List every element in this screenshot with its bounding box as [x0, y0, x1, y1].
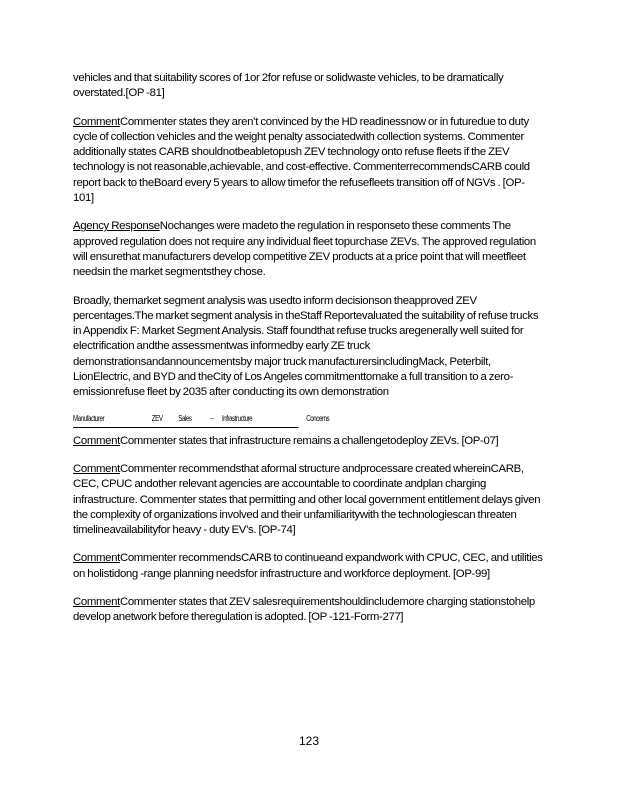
comment-label: Comment — [73, 115, 120, 128]
table-header — [73, 413, 330, 428]
header-infrastructure: Infrastructure — [221, 413, 253, 423]
comment-text: Commenter states they aren’t convinced by the HD readinessnow or in futuredue to duty cycle of collection vehicles and the weight penalty associatedwith collection systems. Commenter additionally states CARB shouldnotbeabletopush ZEV technology onto refuse fleets if the ZEV technology is not reasonable,achievable, and cost-effective. CommenterrecommendsCARB could report back to theBoard every 5 years to allow timefor the refusefleets transition off of NGVs . [OP-101] — [73, 115, 530, 205]
agency-response-paragraph — [73, 219, 543, 280]
comment-paragraph — [73, 551, 543, 582]
comment-text: Commenter recommendsCARB to continueand expandwork with CPUC, CEC, and utilities on holistidong -range planning needsfor infrastructure and workforce deployment. [OP-99] — [73, 552, 543, 580]
comment-text: Commenter states that infrastructure remains a challengetodeploy ZEVs. [OP-07] — [119, 434, 499, 447]
comment-paragraph — [73, 434, 543, 449]
comment-label: Comment — [73, 596, 120, 609]
comment-text: Commenter states that ZEV salesrequirementshouldincludemore charging stationstohelp develop anetwork before theregulation is adopted. [OP -121-Form-277] — [73, 596, 535, 624]
comment-paragraph — [73, 115, 543, 207]
header-dash: – — [210, 413, 214, 423]
header-manufacturer: Manufacturer — [73, 413, 105, 423]
comment-label: Comment — [73, 434, 120, 447]
header-zev: ZEV — [151, 413, 163, 423]
page-number: 123 — [298, 734, 320, 748]
comment-text: Commenter recommendsthat aformal structure andprocessare created whereinCARB, CEC, CPUC andother relevant agencies are accountable to coordinate andplan charging infrastructure. Commenter states that permitting and other local government entitlement delays given the complexity of organizations involved and their unfamiliaritywith the technologiescan threaten timelineavailabilityfor heavy - duty EV’s. [OP-74] — [73, 462, 541, 537]
comment-label: Comment — [73, 552, 120, 565]
analysis-paragraph: Broadly, themarket segment analysis was usedto inform decisionson theapproved ZEV percentages.The market segment analysis in theStaff Reportevaluated the suitability of refuse trucks in Appendix F: Market Segment Analysis. Staff foundthat refuse trucks aregenerally well suited for electrification andthe assessmentwas informedby early ZE truck demonstrationsandannouncementsby major truck manufacturersincludingMack, Peterbilt, LionElectric, and BYD and theCity of Los Angeles commitmenttomake a full transition to a zero-emissionrefuse fleet by 2035 after conducting its own demonstration — [73, 294, 539, 399]
header-sales: Sales — [178, 413, 192, 423]
comment-paragraph — [73, 462, 543, 538]
agency-response-text: Nochanges were madeto the regulation in responseto these comments The approved regulation does not require any individual fleet topurchase ZEVs. The approved regulation will ensurethat manufacturers develop competitive ZEV products at a price point that will meetfleet needsin the market segmentsthey chose. — [73, 220, 536, 279]
comment-label: Comment — [73, 462, 120, 475]
agency-response-label: Agency Response — [73, 220, 160, 233]
header-concerns: Concerns — [306, 413, 330, 423]
comment-paragraph — [73, 595, 543, 626]
paragraph-continuation: vehicles and that suitability scores of 1or 2for refuse or solidwaste vehicles, to be dramatically overstated.[OP -81] — [73, 72, 504, 100]
document-body — [73, 71, 543, 639]
